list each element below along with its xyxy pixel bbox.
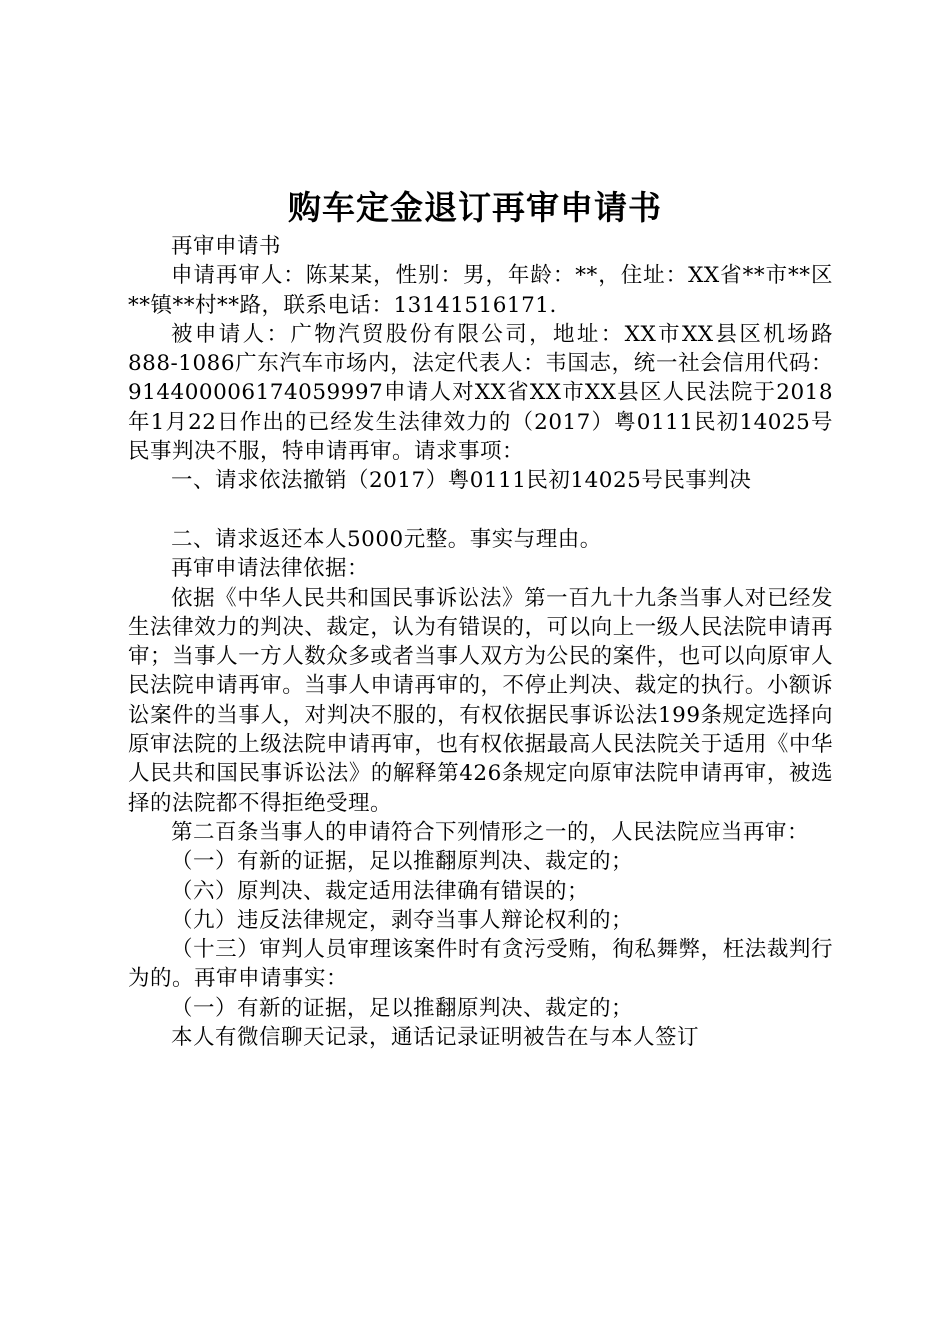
paragraph-article-200: 第二百条当事人的申请符合下列情形之一的，人民法院应当再审： (171, 819, 810, 845)
paragraph-request-2: 二、请求返还本人5000元整。事实与理由。 (171, 526, 602, 552)
paragraph-item-9: （九）违反法律规定，剥夺当事人辩论权利的； (171, 907, 634, 933)
paragraph-request-1: 一、请求依法撤销（2017）粤0111民初14025号民事判决 (171, 468, 752, 494)
paragraph-fact-item-1: （一）有新的证据，足以推翻原判决、裁定的； (171, 995, 634, 1021)
paragraph-legal-basis: 依据《中华人民共和国民事诉讼法》第一百九十九条当事人对已经发生法律效力的判决、裁定，认为有错误的，可以向上一级人民法院申请再审；当事人一方人数众多或者当事人双方为公民的案件，也可以向原审人民法院申请再审。当事人申请再审的，不停止判决、裁定的执行。小额诉讼案件的当事人，对判决不服的，有权依据民事诉讼法199条规定选择向原审法院的上级法院申请再审，也有权依据最高人民法院关于适用《中华人民共和国民事诉讼法》的解释第426条规定向原审法院申请再审，被选择的法院都不得拒绝受理。 (128, 585, 833, 816)
document-title: 购车定金退订再审申请书 (288, 188, 662, 227)
paragraph-item-6: （六）原判决、裁定适用法律确有错误的； (171, 878, 590, 904)
paragraph-applicant: 申请再审人：陈某某，性别：男，年龄：**，住址：XX省**市**区**镇**村**路，联系电话：13141516171. (128, 263, 833, 318)
paragraph-heading: 再审申请书 (171, 234, 282, 259)
document-body (128, 232, 833, 1052)
paragraph-item-13: （十三）审判人员审理该案件时有贪污受贿，徇私舞弊，枉法裁判行为的。再审申请事实： (128, 937, 833, 992)
paragraph-item-1: （一）有新的证据，足以推翻原判决、裁定的； (171, 849, 634, 875)
paragraph-legal-basis-heading: 再审申请法律依据： (171, 556, 370, 582)
paragraph-evidence: 本人有微信聊天记录，通话记录证明被告在与本人签订 (171, 1025, 700, 1051)
paragraph-respondent: 被申请人：广物汽贸股份有限公司，地址：XX市XX县区机场路888-1086广东汽车市场内，法定代表人：韦国志，统一社会信用代码：914400006174059997申请人对XX省XX市XX县区人民法院于2018年1月22日作出的已经发生法律效力的（2017）粤0111民初14025号民事判决不服，特申请再审。请求事项： (128, 321, 833, 465)
